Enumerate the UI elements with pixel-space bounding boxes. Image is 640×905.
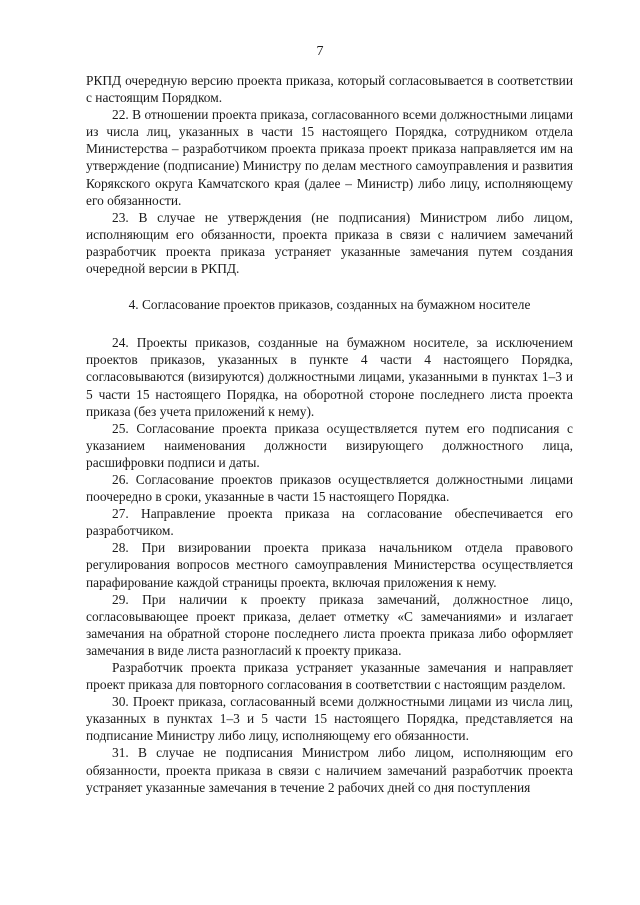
paragraph-continuation: РКПД очередную версию проекта приказа, который согласовывается в соответствии с настоящим Порядком. <box>86 73 573 106</box>
paragraph-22: 22. В отношении проекта приказа, согласованного всеми должностными лицами из числа лиц, указанных в части 15 настоящего Порядка, сотрудником отдела Министерства – разработчиком проекта приказа проект приказа направляется им на утверждение (подписание) Министру по делам местного самоуправления и развития Корякского округа Камчатского края (далее – Министр) либо лицу, исполняющему его обязанности. <box>86 107 573 208</box>
paragraph-26: 26. Согласование проектов приказов осуществляется должностными лицами поочередно в сроки, указанные в части 15 настоящего Порядка. <box>86 471 573 505</box>
paragraph-29: 29. При наличии к проекту приказа замечаний, должностное лицо, согласовывающее проект приказа, делает отметку «С замечаниями» и излагает замечания на обратной стороне последнего листа проекта приказа либо оформляет замечания в виде листа разногласий к проекту приказа. <box>86 591 573 658</box>
paragraph-28: 28. При визировании проекта приказа начальником отдела правового регулирования вопросов местного самоуправления Министерства осуществляется парафирование каждой страницы проекта, включая приложения к нему. <box>86 540 573 590</box>
paragraph-25: 25. Согласование проекта приказа осуществляется путем его подписания с указанием наименования должности визирующего должностного лица, расшифровки подписи и даты. <box>86 420 573 470</box>
paragraph-24: 24. Проекты приказов, созданные на бумажном носителе, за исключением проектов приказов, указанных в пункте 4 части 4 настоящего Порядка, согласовываются (визируются) должностными лицами, указанными в пунктах 1–3 и 5 части 15 настоящего Порядка, на оборотной стороне последнего листа проекта приказа (без учета приложений к нему). <box>86 335 573 419</box>
paragraph-23: 23. В случае не утверждения (не подписания) Министром либо лицом, исполняющим его обязанности, проекта приказа в связи с наличием замечаний разработчик проекта приказа устраняет указанные замечания путем создания очередной версии в РКПД. <box>86 209 573 277</box>
page-number: 7 <box>316 44 324 59</box>
paragraph-27: 27. Направление проекта приказа на согласование обеспечивается его разработчиком. <box>86 506 573 539</box>
paragraph-30: 30. Проект приказа, согласованный всеми должностными лицами из числа лиц, указанных в пунктах 1–3 и 5 части 15 настоящего Порядка, представляется на подписание Министру либо лицу, исполняющему его обязанности. <box>86 694 573 744</box>
paragraph-29-continued: Разработчик проекта приказа устраняет указанные замечания и направляет проект приказа для повторного согласования в соответствии с настоящим разделом. <box>86 660 573 693</box>
paragraph-31: 31. В случае не подписания Министром либо лицом, исполняющим его обязанности, проекта приказа в связи с наличием замечаний разработчик проекта устраняет указанные замечания в течение 2 рабочих дней со дня поступления <box>86 745 573 795</box>
section-heading: 4. Согласование проектов приказов, созданных на бумажном носителе <box>128 297 531 313</box>
document-body <box>86 72 573 796</box>
